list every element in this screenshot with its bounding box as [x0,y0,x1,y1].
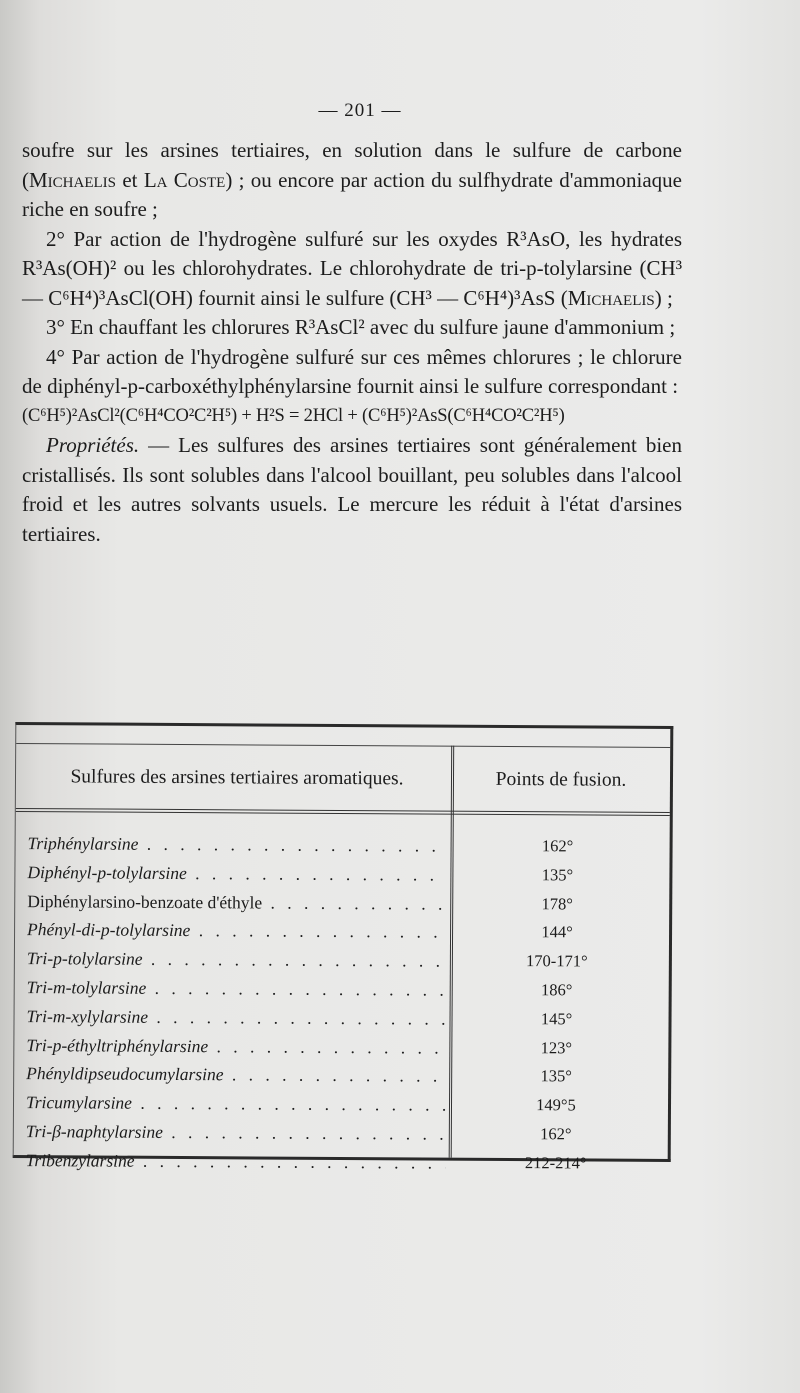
melting-point: 162° [540,1124,572,1144]
melting-point: 186° [540,980,573,1000]
paragraph-3: 3° En chauffant les chlorures R³AsCl² avec du sulfure jaune d'ammonium ; [46,315,676,339]
paragraph-1-text: soufre sur les arsines tertiaires, en solution dans le sulfure de carbone ( [22,138,682,192]
compound-name: Tribenzylarsine . . . [26,1146,446,1177]
melting-point: 145° [540,1008,573,1029]
table-row [26,1031,666,1064]
paragraph-1-end: ) ; ou encore par action du sulfhydrate d'ammoniaque riche en soufre ; [22,167,683,221]
compound-name: Tri-p-éthyltriphénylarsine . . . [26,1031,446,1062]
melting-point: 144° [541,922,573,942]
compound-name: Tricumylarsine . . . [26,1088,446,1119]
compound-name: Tri-β-naphtylarsine . . . [26,1117,446,1148]
compound-name: Phényl-di-p-tolylarsine . . . [27,915,447,946]
chemical-equation: (C⁶H⁵)²AsCl²(C⁶H⁴CO²C²H⁵) + H²S = 2HCl + (C⁶H⁵)²AsS(C⁶H⁴CO²C²H⁵) [22,405,565,426]
compound-name: Tri-p-tolylarsine . . . [27,944,447,975]
paragraph-2-text: 2° Par action de l'hydrogène sulfuré sur les oxydes R³AsO, les hydrates R³As(OH)² ou les chlorohydrates. Le chlorohydrate de tri-p-tolylarsine (CH³ — C⁶H⁴)³AsCl(OH) fournit ainsi le sulfure (CH³ — C⁶H⁴)³AsS ( [22,226,682,310]
author-la-coste: La Coste [143,167,226,192]
paragraph-4: 4° Par action de l'hydrogène sulfuré sur ces mêmes chlorures ; le chlorure de diphényl-p-carboxéthylphénylarsine fournit ainsi le sulfure correspondant : [22,344,682,398]
page-number: — 201 — [318,100,402,121]
melting-point: 212-214° [524,1152,587,1173]
header-melting-point: Points de fusion. [495,768,627,791]
table-row [27,915,667,948]
table-row [27,944,667,977]
body-text [22,136,682,549]
compound-name: Triphénylarsine . . . [28,829,448,860]
table-row [26,1088,666,1121]
table-row [26,1002,666,1035]
table-row [27,973,667,1006]
melting-points-table [13,722,674,1173]
paragraph-2 [22,225,682,314]
melting-point: 123° [540,1037,573,1057]
table-row [27,858,667,891]
melting-point: 135° [540,1066,572,1086]
melting-point: 149°5 [536,1095,576,1115]
table-row [26,1146,666,1179]
melting-point: 162° [541,836,574,856]
melting-point: 135° [541,865,574,885]
table-row [26,1059,666,1092]
author-michaelis: Michaelis [29,167,116,192]
compound-name: Tri-m-tolylarsine . . . [27,973,447,1004]
paragraph-1 [22,136,682,225]
author-michaelis-2: Michaelis [567,285,655,310]
melting-point: 170-171° [526,951,588,971]
header-compound: Sulfures des arsines tertiaires aromatiques. [70,766,404,790]
compound-name: Diphényl-p-tolylarsine . . . [27,858,447,889]
properties-text: — Les sulfures des arsines tertiaires sont généralement bien cristallisés. Ils sont solubles dans l'alcool bouillant, peu solubles dans l'alcool froid et les autres solvants usuels. Le mercure les réduit à l'état d'arsines tertiaires. [22,433,682,546]
melting-point: 178° [541,893,573,913]
compound-name: Phényldipseudocumylarsine . . . [26,1059,446,1090]
properties-label: Propriétés. [46,433,140,457]
compound-name: Diphénylarsino-benzoate d'éthyle . . . [27,887,447,918]
paragraph-2-end: ) ; [654,285,673,310]
table-body [26,829,668,1178]
table-row [28,829,668,862]
table-header [16,743,670,816]
paragraph-properties [22,431,682,549]
table-row [27,887,667,920]
paragraph-1-join: et [116,167,144,192]
table-row [26,1117,666,1150]
compound-name: Tri-m-xylylarsine . . . [26,1002,446,1033]
